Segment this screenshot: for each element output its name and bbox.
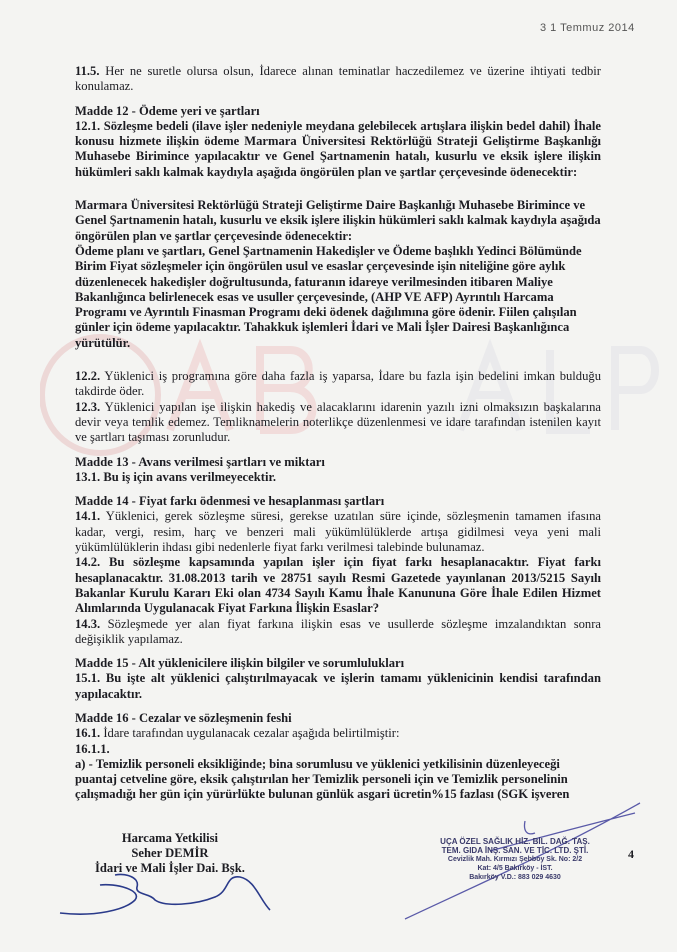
page-number: 4 — [628, 846, 634, 861]
heading-madde-16: Madde 16 - Cezalar ve sözleşmenin feshi — [75, 710, 292, 725]
heading-madde-15: Madde 15 - Alt yüklenicilere ilişkin bilgiler ve sorumlulukları — [75, 656, 405, 671]
heading-madde-14: Madde 14 - Fiyat farkı ödenmesi ve hesaplanması şartları — [75, 494, 385, 509]
clause-16-1-1-a: a) - Temizlik personeli eksikliğinde; bina sorumlusu ve yüklenici yetkilisinin düzenleyeceği puantaj cetveline göre, eksik çalıştırılan her Temizlik personeli için ve Temizlik personelinin çalışmadığı her gün için yürürlükte bulunan günlük asgari ücretin%15 fazlası (SGK işveren — [75, 756, 570, 802]
date-stamp: 3 1 Temmuz 2014 — [540, 22, 635, 34]
signatory-name: Seher DEMİR — [131, 846, 209, 861]
clause-14-2: 14.2. Bu sözleşme kapsamında yapılan işler için fiyat farkı hesaplanacaktır. Fiyat farkı hesaplanacaktır. 31.08.2013 tarih ve 28751 sayılı Resmi Gazetede yayınlanan 2013/5215 Sayılı Bakanlar Kurulu Kararı Eki olan 4734 Sayılı Kamu İhale Kanununa Göre İhale Edilen Hizmet Alımlarında Uygulanacak Fiyat Farkına İlişkin Esaslar? — [75, 555, 601, 616]
clause-13-1: 13.1. Bu iş için avans verilmeyecektir. — [75, 469, 277, 484]
clause-15-1: 15.1. Bu işte alt yüklenici çalıştırılmayacak ve işlerin tamamı yüklenicinin kendisi tarafından yapılacaktır. — [75, 671, 601, 701]
heading-madde-12: Madde 12 - Ödeme yeri ve şartları — [75, 103, 260, 118]
signature-block — [95, 831, 245, 877]
page-footer — [75, 831, 655, 926]
clause-16-1: 16.1. İdare tarafından uygulanacak cezalar aşağıda belirtilmiştir: — [75, 726, 400, 741]
payment-paragraph: Marmara Üniversitesi Rektörlüğü Strateji Geliştirme Daire Başkanlığı Muhasebe Birimince ve Genel Şartnamenin hatalı, kusurlu ve eksik işlere ilişkin hükümleri saklı kalmak kaydıyla aşağıda öngörülen plan ve şartlar çerçevesinde ödenecektir: — [75, 198, 601, 243]
signatory-title: Harcama Yetkilisi — [121, 830, 219, 845]
document-body — [75, 64, 601, 803]
clause-12-3: 12.3. Yüklenici yapılan işe ilişkin hakediş ve alacaklarını idarenin yazılı izni olmaksızın başkalarına devir veya temlik edemez. Temliknamelerin noterlikçe düzenlenmesi ve idare tarafından istenilen kayıt ve şartları taşıması zorunludur. — [75, 399, 601, 445]
signatory-position: İdari ve Mali İşler Dai. Bşk. — [95, 861, 245, 876]
clause-12-1: 12.1. Sözleşme bedeli (ilave işler nedeniyle meydana gelebilecek artışlara ilişkin bedel dahil) İhale konusu hizmete ilişkin ödeme Marmara Üniversitesi Rektörlüğü Strateji Geliştirme Başkanlığı Muhasebe Birimince yapılacaktır ve Genel Şartnamenin hatalı, kusurlu ve eksik işlere ilişkin hükümleri saklı kalmak kaydıyla aşağıda öngörülen plan ve şartlar çerçevesinde ödenecektir: — [75, 118, 601, 179]
company-stamp: UÇA ÖZEL SAĞLIK HİZ. BİL. DAĞ. TAŞ. TEM. GIDA İNŞ. SAN. VE TİC. LTD. ŞTİ. Cevizlik Mah. Kırmızı Şebboy Sk. No: 2/2 Kat: 4/5 Bakırköy - İST. Bakırköy V.D.: 883 029 4630 — [440, 836, 590, 881]
clause-11-5: 11.5. Her ne suretle olursa olsun, İdarece alınan teminatlar haczedilemez ve üzerine ihtiyati tedbir konulamaz. — [75, 64, 601, 94]
payment-plan-paragraph: Ödeme planı ve şartları, Genel Şartnamenin Hakedişler ve Ödeme başlıklı Yedinci Bölümünde Birim Fiyat sözleşmeler için öngörülen usul ve esaslar çerçevesinde işin niteliğine göre aylık düzenlenecek hakedişler doğrultusunda, faturanın idareye verilmesinden itibaren Maliye Bakanlığınca belirlenecek esas ve usuller çerçevesinde, (AHP VE AFP) Ayrıntılı Harcama Programı ve Ayrıntılı Finasman Programı deki ödenek dağılımına göre ödenir. Fiilen çalışılan günler için ödeme yapılacaktır. Tahakkuk işlemleri İdari ve Mali İşler Dairesi Başkanlığınca yürütülür. — [75, 243, 582, 350]
clause-16-1-1: 16.1.1. — [75, 741, 110, 756]
clause-12-2: 12.2. Yüklenici iş programına göre daha fazla iş yaparsa, İdare bu fazla işin bedelini imkan bulduğu takdirde öder. — [75, 369, 601, 399]
clause-14-1: 14.1. Yüklenici, gerek sözleşme süresi, gerekse uzatılan süre içinde, sözleşmenin tamamen ifasına kadar, vergi, resim, harç ve benzeri mali yükümlülüklerde artışa gidilmesi veya yeni mali yükümlülüklerin ihdası gibi nedenlerle fiyat farkı verilmesi talebinde bulunamaz. — [75, 509, 601, 555]
clause-14-3: 14.3. Sözleşmede yer alan fiyat farkına ilişkin esas ve usullerde sözleşme imzalandıktan sonra değişiklik yapılamaz. — [75, 616, 601, 646]
heading-madde-13: Madde 13 - Avans verilmesi şartları ve miktarı — [75, 454, 325, 469]
